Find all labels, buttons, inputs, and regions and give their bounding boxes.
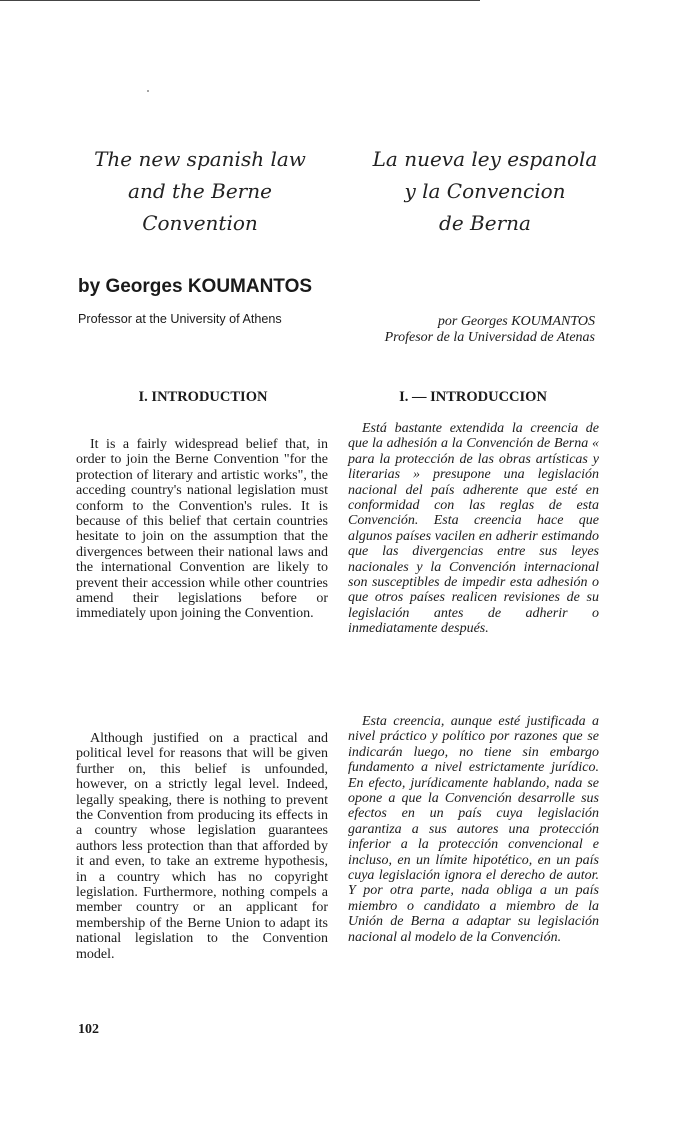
- top-rule: [0, 0, 480, 1]
- author-spanish: por Georges KOUMANTOS: [437, 314, 595, 329]
- paragraph-english-1: It is a fairly widespread belief that, in order to join the Berne Convention "for the protection of literary and artistic works", the acceding country's national legislation must conform to the Convention's rules. It is because of this belief that certain countries hesitate to join on the assumption that the divergences between their national laws and the international Convention are likely to prevent their accession while other countries amend their legislations before or immediately upon joining the Convention.: [76, 437, 328, 622]
- title-english-line-2: and the Berne: [128, 179, 272, 203]
- author-english: by Georges KOUMANTOS: [78, 276, 313, 297]
- page-number: 102: [78, 1022, 99, 1037]
- title-spanish-line-3: de Berna: [439, 211, 531, 235]
- paragraph-spanish-1: Está bastante extendida la creencia de que la adhesión a la Convención de Berna « para la protección de las obras artísticas y literarias » presupone una legislación nacional del país adherente que esté en conformidad con las reglas de esta Convención. Esta creencia hace que algunos países vacilen en adherir estimando que las divergencias entre sus leyes nacionales y la Convención internacional son susceptibles de impedir esta adhesión o que otros países realicen revisiones de su legislación antes de adherir o inmediatamente después.: [348, 421, 599, 637]
- section-heading-spanish: I. — INTRODUCCION: [399, 389, 547, 405]
- paragraph-english-2: Although justified on a practical and political level for reasons that will be given further on, this belief is unfounded, however, on a strictly legal level. Indeed, legally speaking, there is nothing to prevent the Convention from producing its effects in a country whose legislation guarantees authors less protection than that afforded by it and even, to take an extreme hypothesis, in a country which has no copyright legislation. Furthermore, nothing compels a member country or an applicant for membership of the Berne Union to adapt its national legislation to the Convention model.: [76, 731, 328, 962]
- affiliation-english: Professor at the University of Athens: [78, 312, 282, 326]
- title-english-line-3: Convention: [142, 211, 258, 235]
- affiliation-spanish: Profesor de la Universidad de Atenas: [384, 330, 595, 345]
- title-english: [60, 143, 340, 239]
- paragraph-spanish-2: Esta creencia, aunque esté justificada a nivel práctico y político por razones que se indicarán luego, no tiene sin embargo fundamento a nivel estrictamente jurídico. En efecto, jurídicamente hablando, nada se opone a que la Convención desarrolle sus efectos en un país cuya legislación garantiza a sus autores una protección inferior a la protección convencional e incluso, en un límite hipotético, en un país cuya legislación ignora el derecho de autor. Y por otra parte, nada obliga a un país miembro o candidato a miembro de la Unión de Berna a adaptar su legislación nacional al modelo de la Convención.: [348, 714, 599, 945]
- title-spanish-line-1: La nueva ley espanola: [372, 147, 598, 171]
- scan-speck: [147, 90, 149, 92]
- title-english-line-1: The new spanish law: [94, 147, 306, 171]
- section-heading-english: I. INTRODUCTION: [138, 389, 268, 405]
- title-spanish: [345, 143, 625, 239]
- title-spanish-line-2: y la Convencion: [404, 179, 566, 203]
